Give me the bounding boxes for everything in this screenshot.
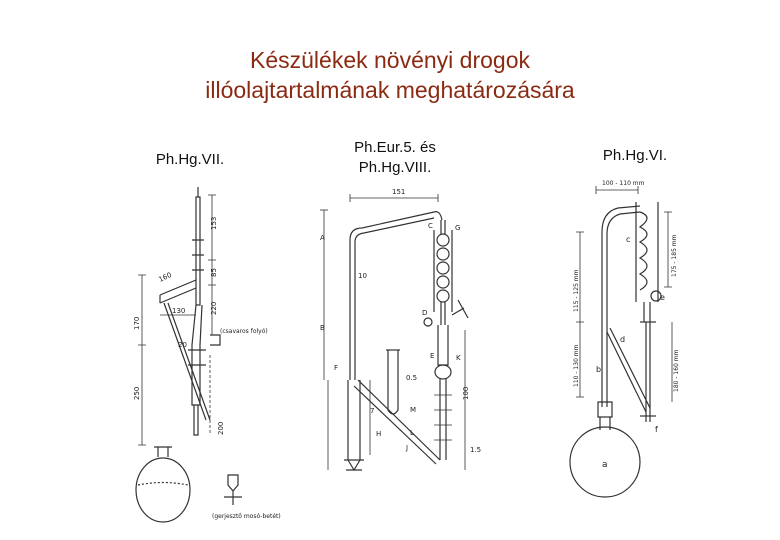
mid-letter-g: G [455, 224, 461, 232]
left-dim-5: 130 [172, 307, 186, 315]
right-dim-2: 110 - 130 mm [573, 344, 580, 387]
right-letter-b: b [596, 365, 602, 374]
mid-letter-k: K [456, 354, 461, 362]
mid-letter-a: A [320, 234, 325, 242]
mid-dim-15: 1.5 [470, 446, 482, 454]
right-letter-c: c [626, 235, 631, 244]
page-title [0, 45, 780, 105]
left-dim-6: 160 [157, 270, 173, 284]
right-letter-e: e [660, 293, 665, 302]
right-letter-d: d [620, 335, 626, 344]
label-ph-hg-vi: Ph.Hg.VI. [602, 147, 668, 164]
title-line-2: illóolajtartalmának meghatározására [205, 77, 575, 103]
mid-dim-l: L [410, 429, 414, 437]
mid-letter-j: J [406, 444, 409, 452]
mid-letter-e: E [430, 352, 435, 360]
apparatus-ph-hg-vii-diagram [120, 185, 290, 530]
label-ph-hg-viii: Ph.Hg.VIII. [358, 159, 432, 176]
mid-dim-100: 100 [462, 386, 470, 400]
mid-dim-151: 151 [392, 188, 406, 196]
left-dim-3: 220 [210, 301, 218, 315]
mid-letter-c: C [428, 222, 433, 230]
mid-dim-05: 0.5 [406, 374, 418, 382]
label-ph-eur-line1: Ph.Eur.5. és [354, 139, 436, 156]
mid-letter-m: M [410, 406, 417, 414]
mid-dim-h: H [376, 430, 382, 438]
mid-dim-7: 7 [370, 407, 375, 415]
right-dim-top: 100 - 110 mm [602, 180, 645, 187]
right-dim-1: 115 - 125 mm [573, 269, 580, 312]
apparatus-ph-hg-vi-diagram [560, 172, 682, 512]
label-ph-eur-5 [335, 138, 455, 178]
left-dim-9: 200 [217, 421, 225, 435]
right-letter-a: a [602, 460, 608, 470]
left-note-1: (csavaros folyó) [220, 328, 268, 335]
left-dim-2: 85 [210, 268, 218, 277]
right-dim-4: 180 - 160 mm [673, 349, 680, 392]
title-line-1: Készülékek növényi drogok [250, 47, 530, 73]
mid-dim-10: 10 [358, 272, 367, 280]
mid-letter-f: F [334, 364, 339, 372]
left-note-2: (gerjesztő mosó-betét) [212, 513, 281, 520]
label-ph-hg-vii: Ph.Hg.VII. [155, 151, 225, 168]
left-dim-7: 20 [178, 341, 187, 349]
left-dim-8: 250 [133, 386, 141, 400]
apparatus-ph-eur-5-diagram [310, 180, 480, 490]
right-dim-3: 175 - 185 mm [671, 234, 678, 277]
right-letter-f: f [655, 425, 658, 434]
mid-letter-d: D [422, 309, 428, 317]
left-dim-1: 153 [210, 216, 218, 230]
left-dim-4: 170 [133, 316, 141, 330]
mid-letter-b: B [320, 324, 325, 332]
